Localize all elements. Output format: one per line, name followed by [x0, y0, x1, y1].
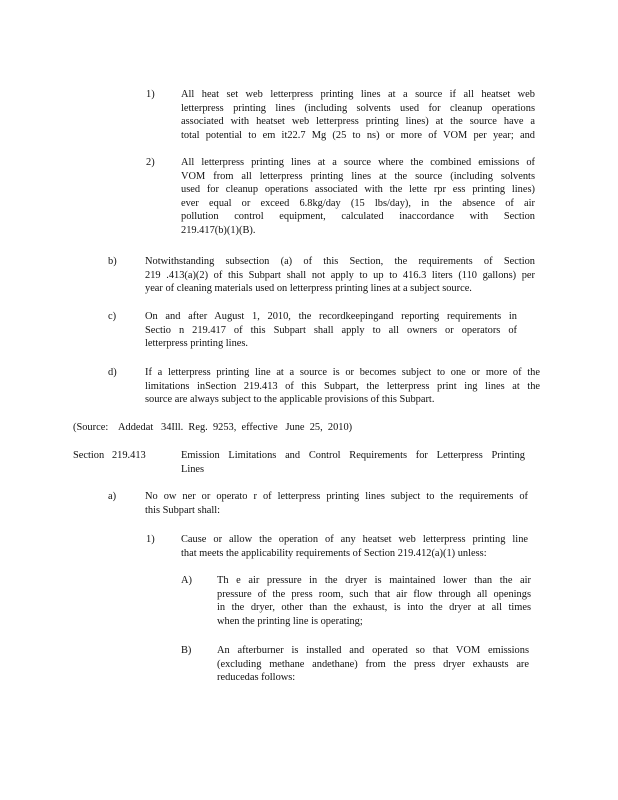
source-note: (Source: Addedat 34Ill. Reg. 9253, effective June 25, 2010) — [73, 422, 353, 433]
text-line: year of cleaning materials used on letterpress printing lines at a subject source. — [145, 283, 472, 295]
text-line: Th e air pressure in the dryer is maintained lower than the air — [217, 575, 531, 586]
text-line: All heat set web letterpress printing lines at a source if all heatset web — [181, 89, 535, 100]
item-b-label: b) — [108, 256, 117, 267]
text-line: Sectio n 219.417 of this Subpart shall apply to all owners or operators of — [145, 324, 517, 336]
text-line: total potential to em it22.7 Mg (25 to ns) or more of VOM per year; and — [181, 129, 535, 141]
text-line: Lines — [181, 463, 205, 475]
text-line: Notwithstanding subsection (a) of this Section, the requirements of Section — [145, 256, 535, 267]
item-d-label: d) — [108, 367, 117, 378]
item-b-text — [145, 255, 535, 296]
section-item-A-label: A) — [181, 575, 192, 586]
text-line: If a letterpress printing line at a source is or becomes subject to one or more of the — [145, 367, 540, 378]
text-line: used for cleanup operations associated with the lette rpr ess printing lines) — [181, 184, 535, 196]
text-line: in the dryer, other than the exhaust, is into the dryer at all times — [217, 602, 531, 614]
text-line: VOM from all letterpress printing lines at the source (including solvents — [181, 170, 535, 182]
text-line: this Subpart shall: — [145, 504, 221, 516]
text-line: associated with heatset web letterpress printing lines) at the source have a — [181, 116, 535, 128]
item-d-text — [145, 366, 540, 407]
text-line: ever equal or exceed 6.8kg/day (15 lbs/day), in the absence of air — [181, 197, 535, 209]
item-c-label: c) — [108, 311, 117, 322]
text-line: 219.417(b)(1)(B). — [181, 224, 256, 236]
text-line: (excluding methane andethane) from the press dryer exhausts are — [217, 658, 529, 670]
text-line: pollution control equipment, calculated inaccordance with Section — [181, 211, 535, 223]
text-line: On and after August 1, 2010, the recordkeepingand reporting requirements in — [145, 311, 517, 322]
text-line: No ow ner or operato r of letterpress printing lines subject to the requirements of — [145, 491, 528, 502]
text-line: Emission Limitations and Control Requirements for Letterpress Printing — [181, 450, 525, 461]
section-item-a-text — [145, 490, 528, 517]
text-line: 219 .413(a)(2) of this Subpart shall not apply to up to 416.3 liters (110 gallons) per — [145, 269, 535, 281]
item-c-text — [145, 310, 517, 351]
item-1-label: 1) — [146, 89, 155, 100]
text-line: reducedas follows: — [217, 672, 296, 684]
text-line: limitations inSection 219.413 of this Subpart, the letterpress print ing lines at the — [145, 380, 540, 392]
text-line: pressure of the press room, such that air flow through all openings — [217, 588, 531, 600]
item-2-text — [181, 156, 535, 238]
text-line: source are always subject to the applicable provisions of this Subpart. — [145, 394, 435, 406]
item-1-text — [181, 88, 535, 142]
text-line: letterpress printing lines (including solvents used for cleanup operations — [181, 102, 535, 114]
section-item-B-text — [217, 644, 529, 685]
text-line: Cause or allow the operation of any heatset web letterpress printing line — [181, 534, 528, 545]
text-line: letterpress printing lines. — [145, 338, 249, 350]
section-item-1-label: 1) — [146, 534, 155, 545]
section-item-A-text — [217, 574, 531, 628]
section-item-B-label: B) — [181, 645, 192, 656]
text-line: when the printing line is operating; — [217, 615, 363, 627]
section-number: Section 219.413 — [73, 450, 146, 461]
section-item-a-label: a) — [108, 491, 117, 502]
text-line: that meets the applicability requirements of Section 219.412(a)(1) unless: — [181, 547, 487, 559]
section-item-1-text — [181, 533, 528, 560]
text-line: An afterburner is installed and operated so that VOM emissions — [217, 645, 529, 656]
text-line: All letterpress printing lines at a source where the combined emissions of — [181, 157, 535, 168]
section-title — [181, 449, 525, 476]
item-2-label: 2) — [146, 157, 155, 168]
